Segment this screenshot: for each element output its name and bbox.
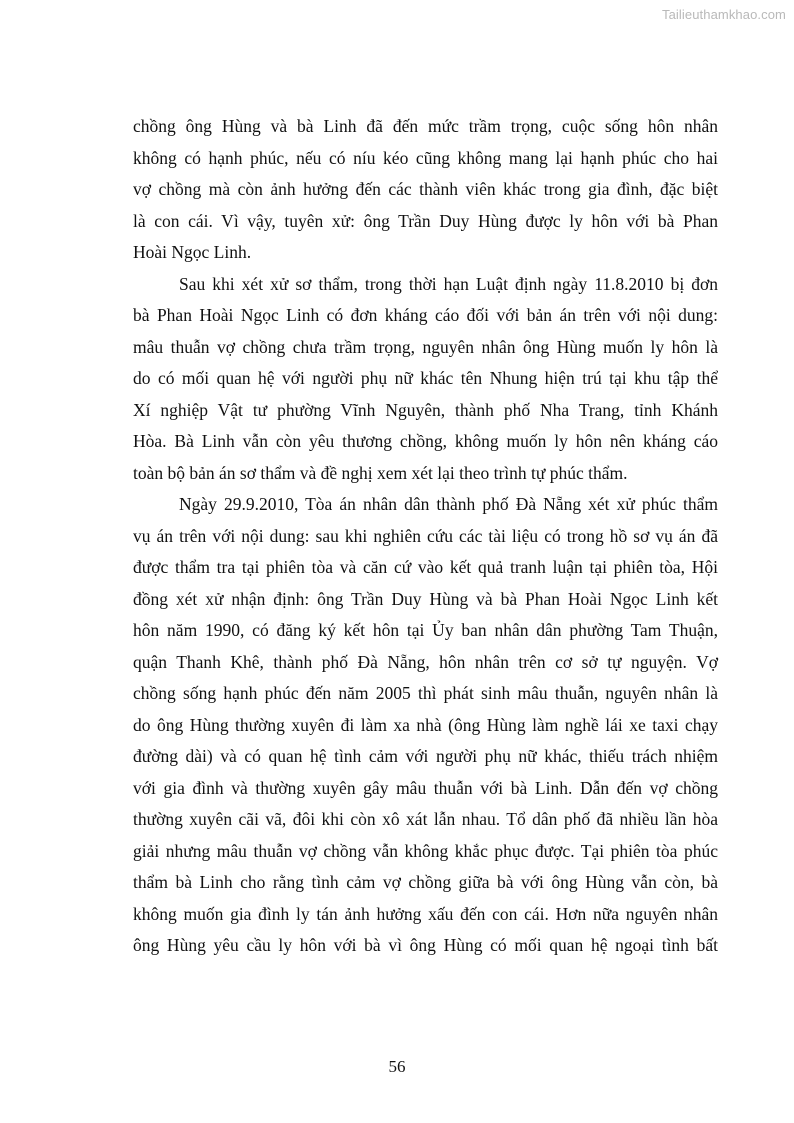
text-line: không muốn gia đình ly tán ảnh hưởng xấu đến con cái. Hơn nữa nguyên nhân	[133, 903, 718, 924]
text-line: Sau khi xét xử sơ thẩm, trong thời hạn Luật định ngày 11.8.2010 bị đơn	[179, 273, 718, 294]
watermark-text: Tailieuthamkhao.com	[661, 7, 786, 22]
text-line: vợ chồng mà còn ảnh hưởng đến các thành viên khác trong gia đình, đặc biệt	[133, 179, 718, 199]
text-line: quận Thanh Khê, thành phố Đà Nẵng, hôn nhân trên cơ sở tự nguyện. Vợ	[133, 651, 718, 672]
text-line: là con cái. Vì vậy, tuyên xử: ông Trần Duy Hùng được ly hôn với bà Phan	[133, 210, 718, 231]
text-line: ông Hùng yêu cầu ly hôn với bà vì ông Hùng có mối quan hệ ngoại tình bất	[133, 935, 718, 955]
text-line: do ông Hùng thường xuyên đi làm xa nhà (ông Hùng làm nghề lái xe taxi chạy	[133, 714, 718, 735]
text-line: vụ án trên với nội dung: sau khi nghiên cứu các tài liệu có trong hồ sơ vụ án đã	[133, 525, 718, 546]
text-line: bà Phan Hoài Ngọc Linh có đơn kháng cáo đối với bản án trên với nội dung:	[133, 305, 718, 325]
text-line: do có mối quan hệ với người phụ nữ khác tên Nhung hiện trú tại khu tập thể	[133, 368, 718, 388]
text-line: thường xuyên cãi vã, đôi khi còn xô xát lẫn nhau. Tổ dân phố đã nhiều lần hòa	[133, 809, 718, 829]
text-line: mâu thuẫn vợ chồng chưa trầm trọng, nguyên nhân ông Hùng muốn ly hôn là	[133, 336, 718, 357]
page-number: 56	[388, 1057, 406, 1076]
text-line: Xí nghiệp Vật tư phường Vĩnh Nguyên, thành phố Nha Trang, tỉnh Khánh	[133, 399, 718, 420]
text-line: toàn bộ bản án sơ thẩm và đề nghị xem xét lại theo trình tự phúc thẩm.	[133, 462, 628, 483]
paragraph-1	[133, 111, 718, 269]
text-line: đồng xét xử nhận định: ông Trần Duy Hùng và bà Phan Hoài Ngọc Linh kết	[133, 588, 718, 609]
text-line: không có hạnh phúc, nếu có níu kéo cũng không mang lại hạnh phúc cho hai	[133, 147, 718, 168]
text-line: Ngày 29.9.2010, Tòa án nhân dân thành phố Đà Nẵng xét xử phúc thẩm	[179, 494, 718, 514]
text-line: Hoài Ngọc Linh.	[133, 242, 252, 262]
text-line: hôn năm 1990, có đăng ký kết hôn tại Ủy ban nhân dân phường Tam Thuận,	[133, 620, 718, 640]
text-line: chồng ông Hùng và bà Linh đã đến mức trầm trọng, cuộc sống hôn nhân	[133, 116, 718, 136]
paragraph-2	[133, 269, 718, 490]
document-body	[133, 111, 718, 962]
text-line: được thẩm tra tại phiên tòa và căn cứ vào kết quả tranh luận tại phiên tòa, Hội	[133, 557, 718, 577]
text-line: thẩm bà Linh cho rằng tình cảm vợ chồng giữa bà với ông Hùng vẫn còn, bà	[133, 872, 718, 892]
text-line: Hòa. Bà Linh vẫn còn yêu thương chồng, không muốn ly hôn nên kháng cáo	[133, 431, 718, 451]
text-line: với gia đình và thường xuyên gây mâu thuẫn với bà Linh. Dẫn đến vợ chồng	[133, 777, 718, 798]
paragraph-3	[133, 489, 718, 962]
text-line: giải nhưng mâu thuẫn vợ chồng vẫn không khắc phục được. Tại phiên tòa phúc	[133, 840, 718, 861]
text-line: chồng sống hạnh phúc đến năm 2005 thì phát sinh mâu thuẫn, nguyên nhân là	[133, 683, 718, 703]
text-line: đường dài) và có quan hệ tình cảm với người phụ nữ khác, thiếu trách nhiệm	[133, 746, 718, 766]
